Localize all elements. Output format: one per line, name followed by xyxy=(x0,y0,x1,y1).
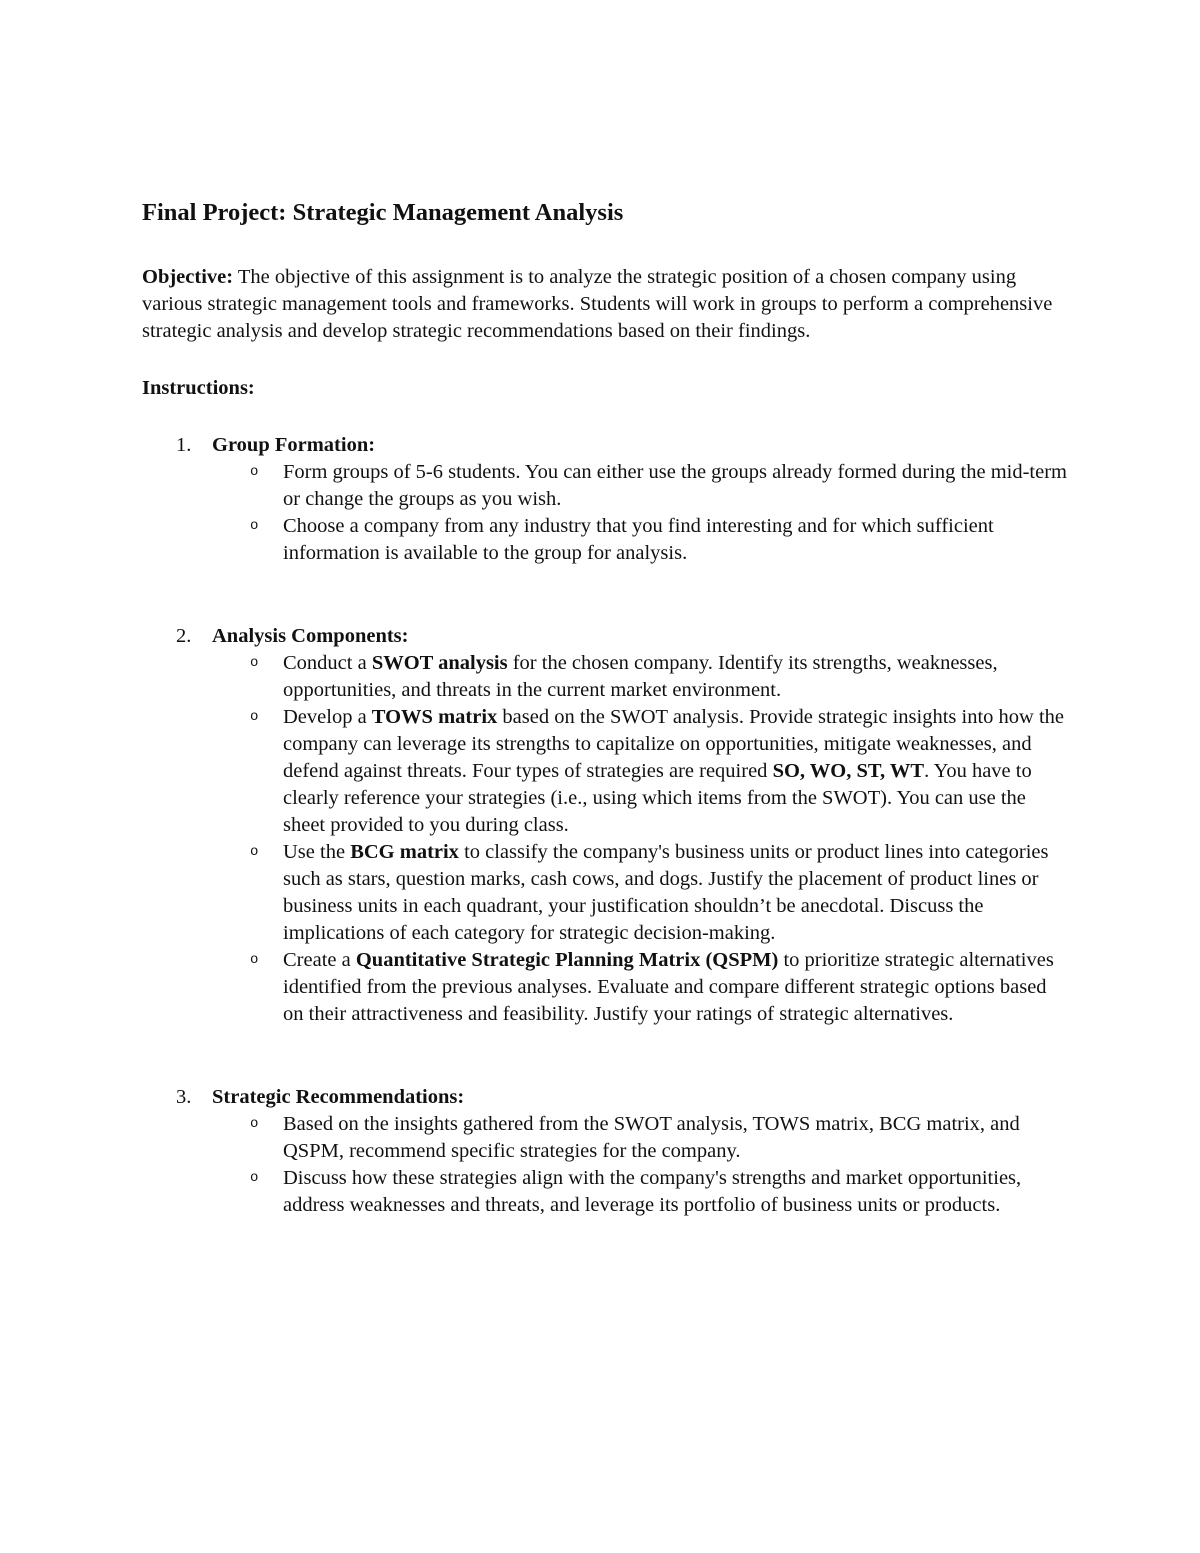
objective-text: The objective of this assignment is to analyze the strategic position of a chosen company using various strategic management tools and frameworks. Students will work in groups to perform a comprehensive strategic analysis and develop strategic recommendations based on their findings. xyxy=(142,266,1053,342)
list-item xyxy=(212,704,1072,839)
bullet-keyword-strategies: SO, WO, ST, WT xyxy=(772,760,925,782)
document-page xyxy=(142,198,1072,1219)
bullet-text: Form groups of 5-6 students. You can either use the groups already formed during the mid-term or change the groups as you wish. xyxy=(283,461,1067,510)
bullet-list xyxy=(212,459,1072,567)
section-number: 3. xyxy=(176,1086,192,1108)
section-analysis-components xyxy=(142,623,1072,1028)
bullet-text-pre: Create a xyxy=(283,949,356,971)
bullet-keyword: SWOT analysis xyxy=(371,652,508,674)
list-item xyxy=(212,947,1072,1028)
bullet-list xyxy=(212,650,1072,1028)
bullet-text-post: to prioritize strategic alternatives identified from the previous analyses. Evaluate and compare different strategic options based on their attractiveness and feasibility. Justify your ratings of strategic alternatives. xyxy=(283,949,1054,1025)
instructions-list xyxy=(142,432,1072,1219)
bullet-list xyxy=(212,1111,1072,1219)
bullet-marker: o xyxy=(250,655,259,671)
bullet-keyword: BCG matrix xyxy=(350,841,459,863)
bullet-text-post: for the chosen company. Identify its strengths, weaknesses, opportunities, and threats in the current market environment. xyxy=(283,652,998,701)
bullet-text-pre: Conduct a xyxy=(283,652,372,674)
section-title: Strategic Recommendations: xyxy=(212,1086,465,1108)
bullet-marker: o xyxy=(250,518,259,534)
bullet-text: Discuss how these strategies align with the company's strengths and market opportunities, address weaknesses and threats, and leverage its portfolio of business units or products. xyxy=(283,1167,1022,1216)
objective-paragraph xyxy=(142,264,1072,345)
bullet-marker: o xyxy=(250,952,259,968)
list-item xyxy=(212,513,1072,567)
bullet-text-post: to classify the company's business units or product lines into categories such as stars, question marks, cash cows, and dogs. Justify the placement of product lines or business units in each quadrant, your justification shouldn’t be anecdotal. Discuss the implications of each category for strategic decision-making. xyxy=(283,841,1049,944)
list-item xyxy=(212,1111,1072,1165)
bullet-text: Choose a company from any industry that you find interesting and for which sufficient information is available to the group for analysis. xyxy=(283,515,994,564)
bullet-text: Based on the insights gathered from the SWOT analysis, TOWS matrix, BCG matrix, and QSPM, recommend specific strategies for the company. xyxy=(283,1113,1020,1162)
section-number: 2. xyxy=(176,625,192,647)
section-title: Analysis Components: xyxy=(212,625,409,647)
section-group-formation xyxy=(142,432,1072,567)
instructions-heading: Instructions: xyxy=(142,377,255,399)
bullet-marker: o xyxy=(250,1170,259,1186)
bullet-keyword: TOWS matrix xyxy=(371,706,498,728)
objective-label: Objective: xyxy=(142,266,234,288)
bullet-marker: o xyxy=(250,844,259,860)
bullet-text-pre: Develop a xyxy=(283,706,372,728)
page-title: Final Project: Strategic Management Analysis xyxy=(142,199,624,226)
bullet-text-post: . You have to clearly reference your strategies (i.e., using which items from the SWOT). You can use the sheet provided to you during class. xyxy=(283,760,1032,836)
list-item xyxy=(212,1165,1072,1219)
list-item xyxy=(212,839,1072,947)
bullet-keyword: Quantitative Strategic Planning Matrix (QSPM) xyxy=(355,949,779,971)
section-title: Group Formation: xyxy=(212,434,376,456)
bullet-marker: o xyxy=(250,709,259,725)
bullet-marker: o xyxy=(250,1116,259,1132)
bullet-marker: o xyxy=(250,464,259,480)
bullet-text-mid: based on the SWOT analysis. Provide strategic insights into how the company can leverage its strengths to capitalize on opportunities, mitigate weaknesses, and defend against threats. Four types of strategies are required xyxy=(283,706,1064,782)
section-strategic-recommendations xyxy=(142,1084,1072,1219)
list-item xyxy=(212,459,1072,513)
list-item xyxy=(212,650,1072,704)
bullet-text-pre: Use the xyxy=(283,841,351,863)
section-number: 1. xyxy=(176,434,192,456)
